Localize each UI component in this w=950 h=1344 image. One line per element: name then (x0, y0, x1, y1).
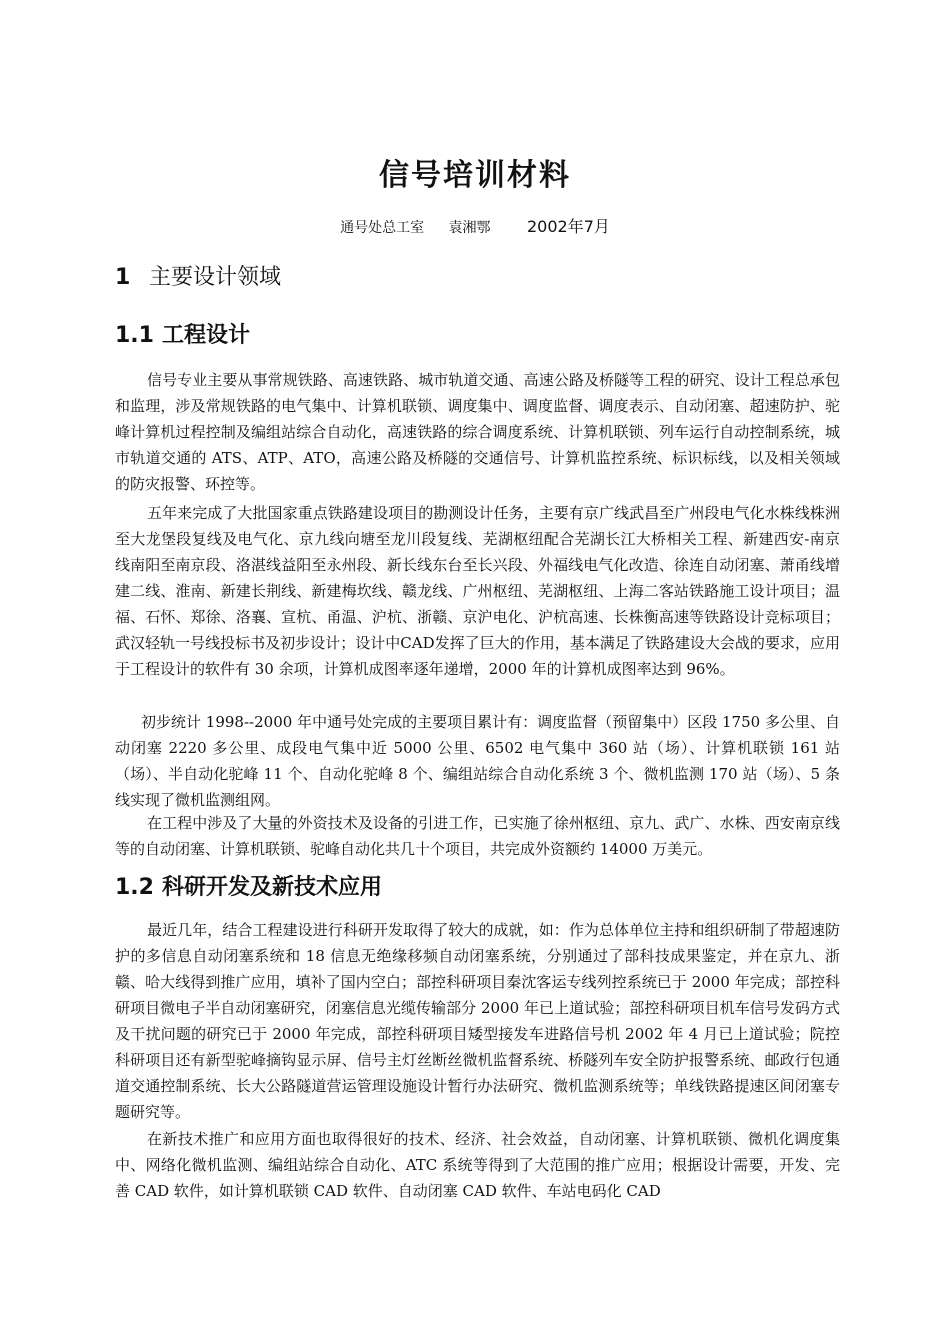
paragraph: 初步统计 1998--2000 年中通号处完成的主要项目累计有：调度监督（预留集中）区段 1750 多公里、自动闭塞 2220 多公里、成段电气集中近 5000 公里、6502 电气集中 360 站（场）、计算机联锁 161 站（场）、半自动化驼峰 11 个、自动化驼峰 8 个、编组站综合自动化系统 3 个、微机监测 170 站（场）、5 条线实现了微机监测组网。 (115, 713, 840, 809)
paragraph: 五年来完成了大批国家重点铁路建设项目的勘测设计任务，主要有京广线武昌至广州段电气化水株线株洲至大龙堡段复线及电气化、京九线向塘至龙川段复线、芜湖枢纽配合芜湖长江大桥相关工程、新建西安-南京线南阳至南京段、洛湛线益阳至永州段、新长线东台至长兴段、外福线电气化改造、徐连自动闭塞、萧甬线增建二线、淮南、新建长荆线、新建梅坎线、赣龙线、广州枢纽、芜湖枢纽、上海二客站铁路施工设计项目；温福、石怀、郑徐、洛襄、宣杭、甬温、沪杭、浙赣、京沪电化、沪杭高速、长株衡高速等铁路设计竞标项目；武汉轻轨一号线投标书及初步设计；设计中CAD发挥了巨大的作用，基本满足了铁路建设大会战的要求，应用于工程设计的软件有 30 余项，计算机成图率逐年递增，2000 年的计算机成图率达到 96%。 (115, 504, 840, 678)
paragraph: 信号专业主要从事常规铁路、高速铁路、城市轨道交通、高速公路及桥隧等工程的研究、设计工程总承包和监理，涉及常规铁路的电气集中、计算机联锁、调度集中、调度监督、调度表示、自动闭塞、超速防护、驼峰计算机过程控制及编组站综合自动化，高速铁路的综合调度系统、计算机联锁、列车运行自动控制系统，城市轨道交通的 ATS、ATP、ATO，高速公路及桥隧的交通信号、计算机监控系统、标识标线，以及相关领域的防灾报警、环控等。 (115, 371, 840, 493)
document-byline (0, 214, 950, 237)
paragraph: 在工程中涉及了大量的外资技术及设备的引进工作，已实施了徐州枢纽、京九、武广、水株、西安南京线等的自动闭塞、计算机联锁、驼峰自动化共几十个项目，共完成外资额约 14000 万美元。 (115, 814, 840, 858)
paragraph: 最近几年，结合工程建设进行科研开发取得了较大的成就，如：作为总体单位主持和组织研制了带超速防护的多信息自动闭塞系统和 18 信息无绝缘移频自动闭塞系统，分别通过了部科技成果鉴定，并在京九、浙赣、哈大线得到推广应用，填补了国内空白；部控科研项目秦沈客运专线列控系统已于 2000 年完成；部控科研项目微电子半自动闭塞研究，闭塞信息光缆传输部分 2000 年已上道试验；部控科研项目机车信号发码方式及干扰问题的研究已于 2000 年完成，部控科研项目矮型接发车进路信号机 2002 年 4 月已上道试验；院控科研项目还有新型驼峰摘钩显示屏、信号主灯丝断丝微机监督系统、桥隧列车安全防护报警系统、邮政行包通道交通控制系统、长大公路隧道营运管理设施设计暂行办法研究、微机监测系统等；单线铁路提速区间闭塞专题研究等。 (115, 921, 840, 1121)
section-1-2-number: 1.2 (115, 875, 154, 900)
byline-department: 通号处总工室 (340, 220, 425, 236)
document-title: 信号培训材料 (379, 158, 571, 193)
section-1-1-number: 1.1 (115, 323, 154, 348)
section-1-title: 主要设计领域 (149, 265, 282, 290)
paragraph: 在新技术推广和应用方面也取得很好的技术、经济、社会效益，自动闭塞、计算机联锁、微机化调度集中、网络化微机监测、编组站综合自动化、ATC 系统等得到了大范围的推广应用；根据设计需要，开发、完善 CAD 软件，如计算机联锁 CAD 软件、自动闭塞 CAD 软件、车站电码化 CAD (115, 1130, 840, 1200)
section-1-1-title: 工程设计 (161, 323, 250, 348)
byline-author: 袁湘鄂 (448, 220, 491, 236)
section-1-number: 1 (115, 265, 131, 290)
section-1-2-title: 科研开发及新技术应用 (161, 875, 382, 900)
section-1-2-heading (115, 870, 382, 901)
byline-date: 2002年7月 (527, 217, 610, 236)
section-1-1-heading (115, 318, 250, 349)
section-1-heading (115, 260, 281, 291)
